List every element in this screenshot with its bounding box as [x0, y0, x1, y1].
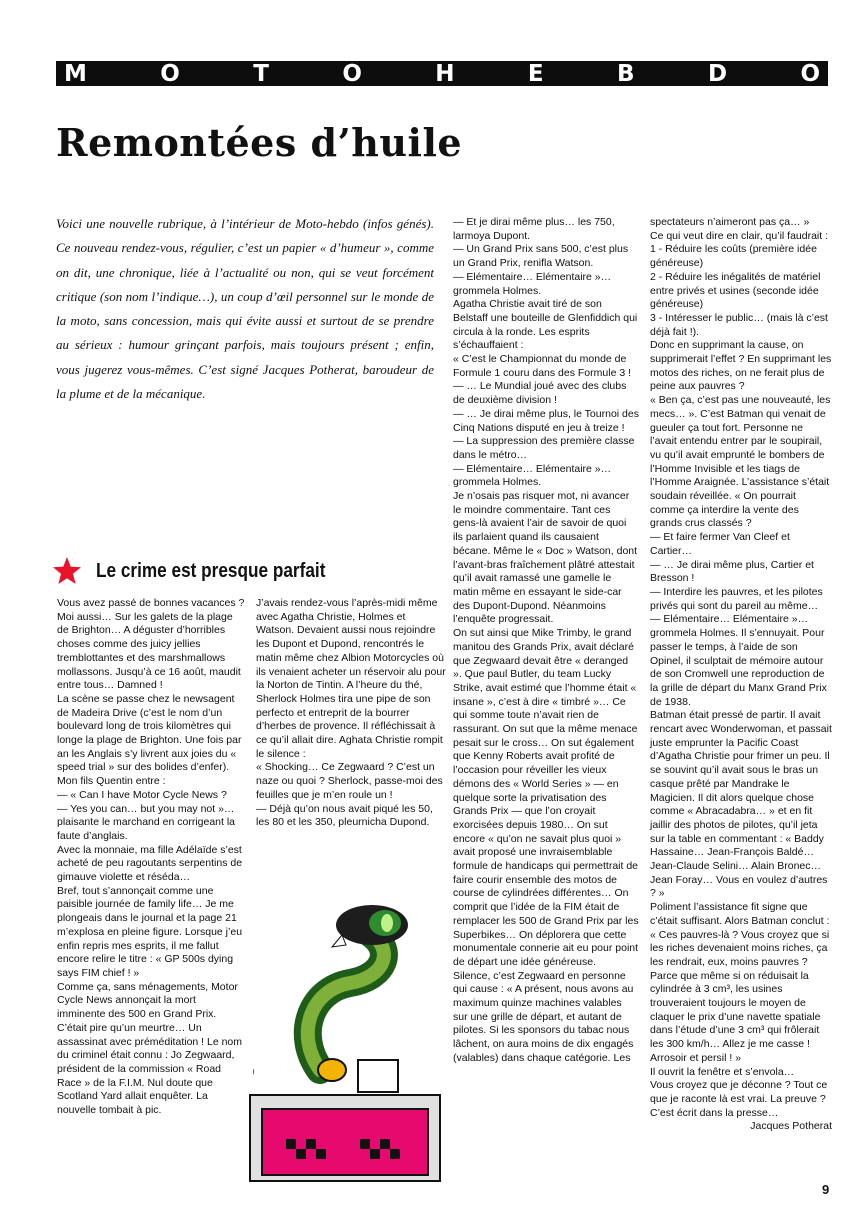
paragraph: — … Le Mundial joué avec des clubs de deuxième division !	[453, 380, 627, 407]
banner-letter: E	[527, 60, 544, 87]
paragraph: — Et faire fermer Van Cleef et Cartier…	[650, 531, 790, 557]
paragraph: — Elémentaire… Elémentaire »… grommela Holmes.	[453, 462, 612, 489]
paragraph: spectateurs n’aimeront pas ça… »	[650, 216, 810, 228]
banner-letter: O	[342, 60, 362, 87]
star-icon	[52, 556, 82, 586]
paragraph: Vous avez passé de bonnes vacances ? Moi aussi… Sur les galets de la plage de Brighton… A déguster d’horribles choses comme des juicy jellies tremblottantes et des marshmallows mollassons. Jusqu’à ce 16 août, maudit entre tous… Damned !	[57, 597, 245, 692]
paragraph: Je n’osais pas risquer mot, ni avancer le moindre commentaire. Tant ces gens-là avaient l’air de savoir de quoi ils parlaient quand ils causaient bécane. Même le « Doc » Watson, dont l’avant-bras fraîchement plâtré attestait qu’il avait ramassé une gamelle le matin même en essayant le side-car des Dupont-Dupond. Néanmoins l’enquête progressait.	[453, 490, 638, 626]
paragraph: — … Je dirai même plus, Cartier et Bresson !	[650, 558, 814, 585]
paragraph: — Interdire les pauvres, et les pilotes privés qui sont du pareil au même…	[650, 585, 823, 612]
paragraph: Il ouvrit la fenêtre et s’envola…	[650, 1065, 795, 1078]
paragraph: Poliment l’assistance fit signe que c’était suffisant. Alors Batman conclut : « Ces pauvres-là ? Vous croyez que si les riches devenaient moins riches, ça les rendrait, eux, moins pauvres ? Parce que même si on réduisait la cylindrée à 3 cm³, les usines trouveraient toujours le moyen de claquer le prix d’une navette spatiale dans l’étude d’une 3 cm³ qui frôlerait les 300 km/h… Allez je me casse ! Arrosoir et persil ! »	[650, 901, 830, 1064]
text-column-2	[256, 597, 446, 887]
paragraph: Agatha Christie avait tiré de son Belstaff une bouteille de Glenfiddich qui circula à la ronde. Les esprits s’échauffaient :	[453, 298, 638, 352]
banner-letter: D	[707, 60, 728, 87]
text-column-1	[57, 597, 246, 1185]
paragraph: Batman était pressé de partir. Il avait rencart avec Wonderwoman, et passait juste emprunter la Pacific Coast d’Agatha Christie pour frimer un peu. Il se souvint qu’il avait sous le bras un casque prêté par Mandrake le Magicien. Il dit alors quelque chose comme « Abracadabra… » et en fit jaillir des photos de pilotes, qu’il jeta sur la table en commentant : « Baddy Hassaine… Jean-François Baldé… Jean-Claude Selini… Alain Bronec… Jean Foray… Vous en voulez d’autres ? »	[650, 709, 832, 900]
paragraph: Silence, c’est Zegwaard en personne qui cause : « A présent, nous avons au maximum quinze machines valables sur une grille de départ, et autant de pilotes. Si les sponsors du tabac nous lâchent, on aura moins de dix engagés (valables) dans chaque catégorie. Les	[453, 969, 634, 1064]
text-column-3	[453, 216, 639, 1184]
paragraph: La scène se passe chez le newsagent de Madeira Drive (c’est le nom d’un boulevard long de trois kilomètres qui longe la plage de Brighton. Une fois par an les Anglais s’y livrent aux joies du « speed trial » sur des bolides d’enfer). Mon fils Quentin entre :	[57, 692, 242, 788]
paragraph: Avec la monnaie, ma fille Adélaïde s’est acheté de peu ragoutants serpentins de gimauve violette et réséda…	[57, 843, 243, 884]
banner-letter: O	[160, 60, 180, 87]
paragraph: Comme ça, sans ménagements, Motor Cycle News annonçait la mort imminente des 500 en Grand Prix. C’était pire qu’un meurtre… Un assassinat avec préméditation ! Le nom du criminel était connu : Jo Zegwaard, président de la commission « Road Race » de la F.I.M. Nul doute que Scotland Yard allait enquêter. La nouvelle tombait à pic.	[57, 980, 243, 1117]
paragraph: J’avais rendez-vous l’après-midi même avec Agatha Christie, Holmes et Watson. Devaient aussi nous rejoindre les Dupont et Dupond, rencontrés le matin même chez Albion Motorcycles où ils venaient acheter un réservoir alu pour la Norton de Tintin. A l’heure du thé, Sherlock Holmes tira une pipe de son perfecto et entreprit de la bourrer d’herbes de provence. Il réfléchissait à ce qu’il allait dire. Aghata Christie rompit le silence :	[256, 597, 446, 760]
signature: Jacques Potherat	[750, 1120, 832, 1133]
cobra-oil-can-illustration	[250, 895, 446, 1185]
paragraph: Vous croyez que je déconne ? Tout ce que je raconte là est vrai. La preuve ? C’est écrit dans la presse…	[650, 1079, 828, 1119]
paragraph: 3 - Intéresser le public… (mais là c’est déjà fait !).	[650, 311, 828, 338]
banner-letter: H	[435, 60, 455, 87]
paragraph: — Déjà qu’on nous avait piqué les 50, les 80 et les 350, pleurnicha Dupond.	[256, 802, 433, 829]
paragraph: « C’est le Championnat du monde de Formule 1 couru dans des Formule 3 !	[453, 353, 631, 379]
banner-letter: M	[64, 60, 87, 87]
paragraph: — « Can I have Motor Cycle News ?	[57, 788, 227, 801]
paragraph: 2 - Réduire les inégalités de matériel entre privés et usines (seconde idée généreuse)	[650, 270, 821, 311]
paragraph: — Elémentaire… Elémentaire »… grommela Holmes. Il s’ennuyait. Pour passer le temps, à l’aide de son Opinel, il sculptait de mémoire autour de son Cromwell une reproduction de la grille de départ du Manx Grand Prix de 1938.	[650, 613, 827, 708]
svg-text:~: ~	[249, 1068, 258, 1075]
paragraph: Bref, tout s’annonçait comme une paisible journée de family life… Je me plongeais dans le journal et la page 21 m’explosa en pleine figure. Lorsque j’eu enfin repris mes esprits, il me fallut encore relire le titre : « GP 500s dying says FIM chief ! »	[57, 884, 243, 979]
paragraph: Donc en supprimant la cause, on supprimerait l’effet ? En supprimant les motos des riches, on ne ferait plus de peine aux pauvres ?	[650, 339, 832, 393]
paragraph: — Elémentaire… Elémentaire »… grommela Holmes.	[453, 270, 612, 297]
banner-letter: T	[253, 60, 269, 87]
paragraph: 1 - Réduire les coûts (première idée généreuse)	[650, 243, 817, 270]
paragraph: « Ben ça, c’est pas une nouveauté, les mecs… ». C’est Batman qui venait de gueuler ça tout fort. Personne ne l’avait entendu entrer par le soupirail, vu qu’il avait emprunté le bombers de l’Homme Invisible et les tiags de l’Homme Araignée. L’assistance s’était soudain réveillée. « On pourrait comme ça interdire la vente des grands crus classés ?	[650, 394, 831, 530]
paragraph: — … Je dirai même plus, le Tournoi des Cinq Nations disputé en jeu à treize !	[453, 407, 639, 434]
paragraph: — La suppression des première classe dans le métro…	[453, 435, 635, 461]
paragraph: On sut ainsi que Mike Trimby, le grand manitou des Grands Prix, avait déclaré que Zegwaard devait être « deranged ». Que paul Butler, du team Lucky Strike, avait estimé que l’homme était « insane », c’est à dire « timbré »… Ce qui somme toute n’avait rien de rassurant. On sut que la même menace pesait sur le cross… On sut également que Kenny Roberts avait profité de l’occasion pour réveiller les vieux démons des « World Series » — en quelque sorte la privatisation des Grands Prix — que l’on croyait exorcisées depuis 1980… On sut encore « qu’on ne savait plus quoi » avait proposé une invraisemblable formule de handicaps qui permettrait de faire courir ensemble des motos de course de cylindrées différentes… On comprit que l’idée de la FIM était de remplacer les 500 de Grand Prix par les Superbikes… On déplorera que cette monumentale connerie ait eu pour point de départ une idée généreuse.	[453, 627, 639, 968]
banner-letter: B	[617, 60, 635, 87]
magazine-banner	[56, 61, 828, 86]
intro-paragraph: Voici une nouvelle rubrique, à l’intérieur de Moto-hebdo (infos génés). Ce nouveau rendez-vous, régulier, c’est un papier « d’humeur », comme on dit, une chronique, liée à l’actualité ou non, qui se veut forcément critique (son nom l’indique…), un coup d’œil personnel sur le monde de la moto, sans concession, mais qui évite aussi et surtout de se prendre au sérieux : humour grinçant parfois, mais toujours présent ; enfin, vous jugerez vous-mêmes. C’est signé Jacques Potherat, baroudeur de la plume et de la mécanique.	[56, 216, 434, 402]
paragraph: — Yes you can… but you may not »… plaisante le marchand en corrigeant la faute d’anglais.	[57, 802, 236, 842]
banner-letter: O	[800, 60, 820, 87]
section-heading	[52, 556, 363, 586]
section-title: Le crime est presque parfait	[96, 559, 326, 582]
headline: Remontées d’huile	[56, 120, 463, 165]
paragraph: Ce qui veut dire en clair, qu’il faudrait :	[650, 229, 829, 242]
paragraph: « Shocking… Ce Zegwaard ? C’est un naze ou quoi ? Sherlock, passe-moi des feuilles que je m’en roule un !	[256, 761, 443, 801]
paragraph: — Un Grand Prix sans 500, c’est plus un Grand Prix, renifla Watson.	[453, 243, 629, 270]
page-number: 9	[822, 1182, 830, 1197]
paragraph: — Et je dirai même plus… les 750, larmoya Dupont.	[453, 216, 615, 242]
text-column-4	[650, 216, 832, 1182]
